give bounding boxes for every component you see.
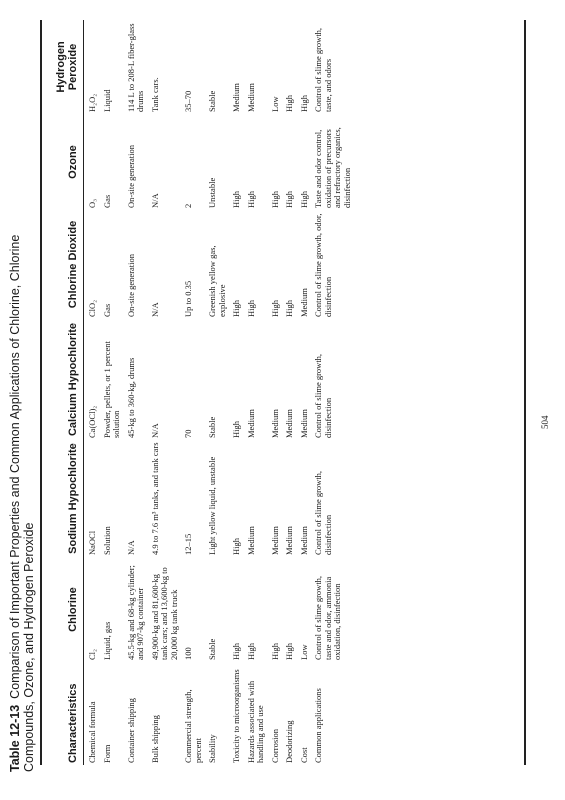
table-cell: Medium: [284, 409, 294, 438]
table-cell: Liquid, gas: [101, 621, 112, 660]
table-cell: Control of slime growth, taste, and odors: [313, 27, 333, 112]
table-row: [101, 20, 125, 765]
table-cell: Control of slime growth, disinfection: [313, 353, 333, 438]
table-cell: 114 L to 208-L fiber-glass drums: [125, 23, 145, 112]
table-cell: High: [231, 191, 241, 208]
col-header-calcium-hypochlorite: Calcium Hypochlorite: [66, 322, 79, 437]
table-row: [83, 20, 101, 765]
table-cell: N/A: [149, 302, 160, 317]
col-header-hydrogen-peroxide: Hydrogen Peroxide: [55, 41, 79, 93]
table-cell: Cl₂: [87, 649, 97, 660]
table-cell: Control of slime growth, odor, disinfection: [313, 213, 333, 317]
table-title: [8, 212, 36, 772]
table-caption: Comparison of Important Properties and Common Applications of Chlorine, Chlorine Compounds, Ozone, and Hydrogen Peroxide: [8, 234, 36, 772]
table-row: [206, 20, 230, 765]
table-row: [182, 20, 206, 765]
table-cell: O₃: [87, 198, 97, 208]
table-cell: High: [231, 643, 241, 660]
table-cell: Powder, pellets, or 1 percent solution: [101, 341, 121, 438]
row-label: Commercial strength, percent: [183, 689, 203, 763]
table-cell: H₂O₂: [87, 93, 97, 112]
table-cell: Solution: [101, 526, 112, 555]
header-row: [46, 20, 83, 765]
table-cell: Medium: [298, 288, 309, 317]
table-cell: High: [245, 191, 256, 208]
comparison-table: [46, 20, 355, 765]
table-cell: 45-kg to 360-kg, drums: [125, 357, 136, 438]
table-cell: Medium: [245, 526, 256, 555]
table-row: [283, 20, 298, 765]
table-cell: 100: [183, 647, 193, 660]
row-label: Stability: [207, 734, 217, 763]
bottom-rule: [524, 20, 526, 765]
table-cell: 70: [183, 429, 193, 438]
table-cell: High: [269, 191, 280, 208]
table-cell: High: [245, 643, 256, 660]
col-header-characteristics: Characteristics: [66, 683, 79, 763]
col-header-chlorine-dioxide: Chlorine Dioxide: [66, 220, 79, 309]
table-cell: High: [298, 191, 309, 208]
table-cell: N/A: [149, 423, 160, 438]
table-cell: Medium: [298, 409, 309, 438]
table-row: [245, 20, 269, 765]
table-cell: Unstable: [207, 177, 217, 208]
table-cell: Stable: [207, 638, 217, 660]
row-label: Common applications: [313, 688, 323, 763]
row-label: Corrosion: [269, 729, 280, 763]
table-cell: High: [269, 643, 280, 660]
table-cell: Stable: [207, 90, 217, 112]
table-cell: Control of slime growth, disinfection: [313, 470, 333, 555]
table-cell: 35–70: [183, 90, 193, 112]
table-cell: Tank cars.: [149, 77, 160, 112]
table-cell: Medium: [298, 526, 309, 555]
table-cell: Light yellow liquid, unstable: [207, 456, 217, 555]
col-header-chlorine: Chlorine: [66, 587, 79, 632]
table-body: [83, 20, 355, 765]
table-cell: Medium: [231, 83, 241, 112]
table-cell: Medium: [269, 526, 280, 555]
table-cell: High: [298, 95, 309, 112]
page-number: 504: [540, 415, 550, 429]
table-cell: Gas: [101, 194, 112, 208]
table-cell: Medium: [245, 83, 256, 112]
table-cell: On-site generation: [125, 253, 136, 317]
table-cell: Taste and odor control, oxidation of precursors and refractory organics, disinfection: [313, 127, 352, 208]
table-cell: N/A: [125, 540, 136, 555]
table-cell: Ca(OCl)₂: [87, 405, 97, 438]
table-cell: Medium: [245, 409, 256, 438]
table-cell: NaOCl: [87, 530, 97, 555]
table-number: Table 12-13: [8, 704, 22, 772]
table-cell: High: [284, 95, 294, 112]
table-cell: High: [231, 421, 241, 438]
row-label: Container shipping: [125, 698, 136, 763]
table-cell: High: [269, 300, 280, 317]
col-header-ozone: Ozone: [66, 145, 79, 179]
table-cell: N/A: [149, 193, 160, 208]
table-cell: High: [231, 538, 241, 555]
table-cell: Liquid: [101, 89, 112, 112]
row-label: Chemical formula: [87, 701, 97, 763]
col-header-sodium-hypochlorite: Sodium Hypochlorite: [66, 443, 79, 554]
table-row: [312, 20, 355, 765]
table-cell: Greenish yellow gas, explosive: [207, 245, 227, 317]
table-cell: High: [245, 300, 256, 317]
table-cell: ClO₂: [87, 299, 97, 317]
table-row: [269, 20, 284, 765]
table-cell: Medium: [284, 526, 294, 555]
row-label: Form: [101, 744, 112, 763]
table-cell: Stable: [207, 416, 217, 438]
table-cell: 12–15: [183, 533, 193, 555]
table-row: [298, 20, 313, 765]
table-row: [230, 20, 245, 765]
table-cell: Up to 0.35: [183, 280, 193, 317]
top-rule: [40, 20, 42, 765]
table-row: [125, 20, 149, 765]
table-cell: High: [284, 643, 294, 660]
row-label: Cost: [298, 747, 309, 763]
table-cell: 4.9 to 7.6 m³ tanks, and tank cars: [149, 442, 160, 555]
row-label: Bulk shipping: [149, 715, 160, 763]
table-cell: 45.5-kg and 68-kg cylinder; and 907-kg container: [125, 565, 145, 660]
table-cell: On-site generation: [125, 144, 136, 208]
table-cell: Low: [298, 644, 309, 660]
table-cell: 2: [183, 203, 193, 208]
row-label: Deodorizing: [284, 720, 294, 763]
table-cell: 49,900-kg and 81,600-kg tank cars; and 13,600-kg to 20,000 kg tank truck: [149, 567, 179, 660]
table-cell: Gas: [101, 303, 112, 317]
table-cell: Medium: [269, 409, 280, 438]
table-cell: Low: [269, 96, 280, 112]
table-cell: High: [231, 300, 241, 317]
table-cell: High: [284, 191, 294, 208]
table-cell: Control of slime growth, taste and odor, ammonia oxidation, disinfection: [313, 575, 342, 660]
row-label: Toxicity to microorganisms: [231, 669, 241, 763]
row-label: Hazards associated with handling and use: [245, 680, 265, 763]
table-cell: High: [284, 300, 294, 317]
table-row: [149, 20, 183, 765]
